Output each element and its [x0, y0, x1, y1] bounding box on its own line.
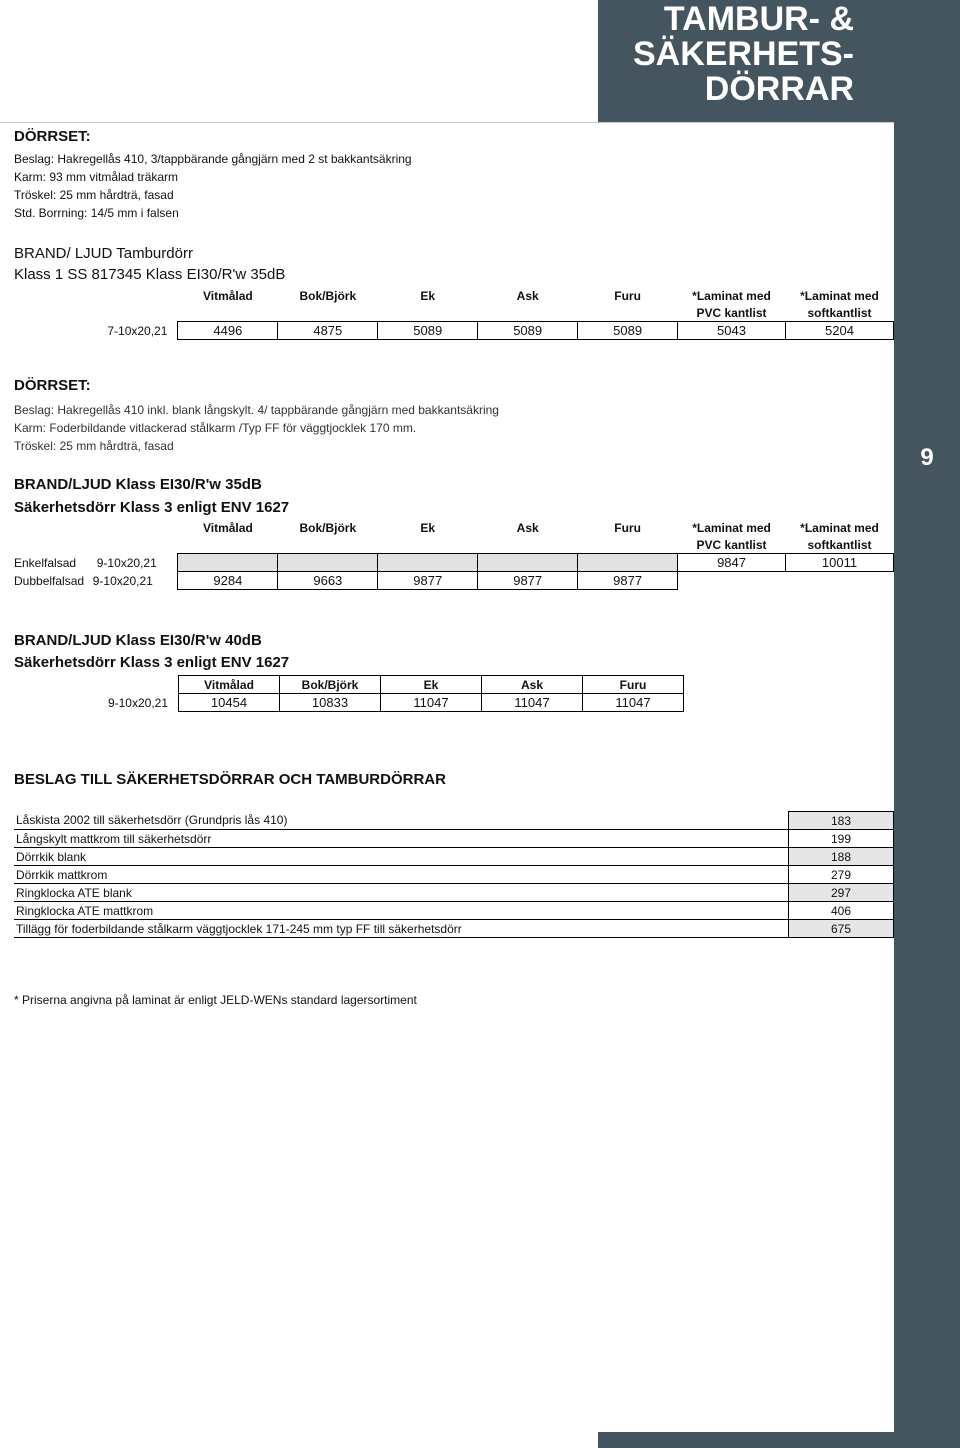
item-name: Dörrkik blank	[14, 848, 789, 866]
item-price: 188	[789, 848, 894, 866]
section2-spec-2: Karm: Foderbildande vitlackerad stålkarm /Typ FF för väggtjocklek 170 mm.	[14, 421, 417, 435]
bottom-band	[598, 1432, 960, 1448]
col-header: Ask	[482, 676, 583, 694]
price-cell: 10011	[786, 554, 894, 572]
row-label	[14, 572, 178, 590]
col-subheader: PVC kantlist	[696, 305, 767, 320]
price-cell: 5089	[478, 322, 578, 340]
price-cell	[678, 572, 786, 590]
price-cell	[478, 554, 578, 572]
price-cell: 4496	[178, 322, 278, 340]
section2-heading: DÖRRSET:	[14, 377, 91, 394]
col-header: Vitmålad	[202, 288, 253, 303]
table-row	[14, 694, 684, 712]
price-cell: 5204	[785, 322, 893, 340]
col-header: Furu	[614, 288, 641, 303]
price-cell	[578, 554, 678, 572]
price-cell: 11047	[381, 694, 482, 712]
footnote: * Priserna angivna på laminat är enligt JELD-WENs standard lagersortiment	[14, 993, 417, 1007]
table-row	[14, 884, 894, 902]
col-header: Ask	[516, 520, 539, 535]
price-cell: 11047	[482, 694, 583, 712]
section1-heading: DÖRRSET:	[14, 128, 91, 145]
row-label: 7-10x20,21	[107, 323, 168, 338]
item-name: Tillägg för foderbildande stålkarm väggtjocklek 171-245 mm typ FF till säkerhetsdörr	[14, 920, 789, 938]
col-subheader: softkantlist	[807, 305, 872, 320]
price-cell: 10454	[179, 694, 280, 712]
table-row	[14, 902, 894, 920]
col-header: Bok/Björk	[280, 676, 381, 694]
price-cell: 9877	[378, 572, 478, 590]
col-header: Bok/Björk	[299, 520, 357, 535]
price-cell: 9663	[278, 572, 378, 590]
section1-spec-2: Karm: 93 mm vitmålad träkarm	[14, 170, 179, 184]
price-cell: 9877	[478, 572, 578, 590]
section2-spec-3: Tröskel: 25 mm hårdträ, fasad	[14, 439, 174, 453]
page-title-line-1: TAMBUR- &	[663, 0, 854, 38]
page-title	[564, 2, 854, 107]
col-header: Furu	[614, 520, 641, 535]
row-size: 9-10x20,21	[96, 555, 157, 570]
price-cell	[378, 554, 478, 572]
price-cell	[278, 554, 378, 572]
section2-title-2: Säkerhetsdörr Klass 3 enligt ENV 1627	[14, 499, 290, 516]
col-header: Ek	[420, 288, 436, 303]
price-cell: 10833	[280, 694, 381, 712]
price-cell: 5043	[678, 322, 786, 340]
price-cell: 5089	[378, 322, 478, 340]
item-price: 406	[789, 902, 894, 920]
content-area	[0, 122, 894, 1433]
item-price: 297	[789, 884, 894, 902]
item-name: Låskista 2002 till säkerhetsdörr (Grundpris lås 410)	[14, 812, 789, 830]
col-header: *Laminat med	[800, 520, 879, 535]
section2-spec-1: Beslag: Hakregellås 410 inkl. blank långskylt. 4/ tappbärande gångjärn med bakkantsäkring	[14, 403, 499, 417]
row-type: Enkelfalsad	[14, 555, 77, 570]
col-subheader: softkantlist	[807, 537, 872, 552]
section2-title-1: BRAND/LJUD Klass EI30/R'w 35dB	[14, 476, 262, 493]
item-name: Ringklocka ATE mattkrom	[14, 902, 789, 920]
price-cell: 4875	[278, 322, 378, 340]
item-price: 199	[789, 830, 894, 848]
section1-spec-4: Std. Borrning: 14/5 mm i falsen	[14, 206, 179, 220]
item-name: Långskylt mattkrom till säkerhetsdörr	[14, 830, 789, 848]
side-band	[894, 0, 960, 1448]
col-header: Ask	[516, 288, 539, 303]
section1-title-1: BRAND/ LJUD Tamburdörr	[14, 245, 193, 262]
section3-price-table	[14, 675, 684, 712]
table-row	[14, 554, 894, 572]
col-header: Furu	[583, 676, 684, 694]
price-cell: 9284	[178, 572, 278, 590]
row-label	[14, 554, 178, 572]
section4-heading: BESLAG TILL SÄKERHETSDÖRRAR OCH TAMBURDÖRRAR	[14, 771, 446, 788]
section3-title-2: Säkerhetsdörr Klass 3 enligt ENV 1627	[14, 654, 290, 671]
row-label: 9-10x20,21	[107, 695, 168, 710]
section3-title-1: BRAND/LJUD Klass EI30/R'w 40dB	[14, 632, 262, 649]
item-price: 183	[789, 812, 894, 830]
section1-spec-1: Beslag: Hakregellås 410, 3/tappbärande gångjärn med 2 st bakkantsäkring	[14, 152, 412, 166]
col-header: *Laminat med	[800, 288, 879, 303]
table-row	[14, 322, 894, 340]
item-price: 675	[789, 920, 894, 938]
section1-spec-3: Tröskel: 25 mm hårdträ, fasad	[14, 188, 174, 202]
section1-title-2: Klass 1 SS 817345 Klass EI30/R'w 35dB	[14, 266, 286, 283]
page-title-line-2: SÄKERHETS-	[632, 35, 854, 73]
price-cell: 9847	[678, 554, 786, 572]
item-name: Ringklocka ATE blank	[14, 884, 789, 902]
table-row	[14, 830, 894, 848]
col-header: *Laminat med	[692, 288, 771, 303]
section2-price-table	[14, 519, 894, 590]
col-header: *Laminat med	[692, 520, 771, 535]
price-cell: 11047	[583, 694, 684, 712]
page-title-line-3: DÖRRAR	[704, 70, 854, 108]
col-header: Vitmålad	[179, 676, 280, 694]
price-cell	[786, 572, 894, 590]
table-row	[14, 920, 894, 938]
accessories-table	[14, 811, 894, 938]
col-header: Bok/Björk	[299, 288, 357, 303]
row-type: Dubbelfalsad	[14, 573, 85, 588]
price-cell	[178, 554, 278, 572]
col-header: Ek	[381, 676, 482, 694]
col-subheader: PVC kantlist	[696, 537, 767, 552]
table-row	[14, 812, 894, 830]
price-cell: 5089	[578, 322, 678, 340]
page-number: 9	[920, 444, 934, 471]
table-row	[14, 848, 894, 866]
item-name: Dörrkik mattkrom	[14, 866, 789, 884]
row-size: 9-10x20,21	[92, 573, 153, 588]
col-header: Vitmålad	[202, 520, 253, 535]
table-row	[14, 572, 894, 590]
item-price: 279	[789, 866, 894, 884]
table-row	[14, 866, 894, 884]
price-cell: 9877	[578, 572, 678, 590]
col-header: Ek	[420, 520, 436, 535]
section1-price-table	[14, 287, 894, 340]
